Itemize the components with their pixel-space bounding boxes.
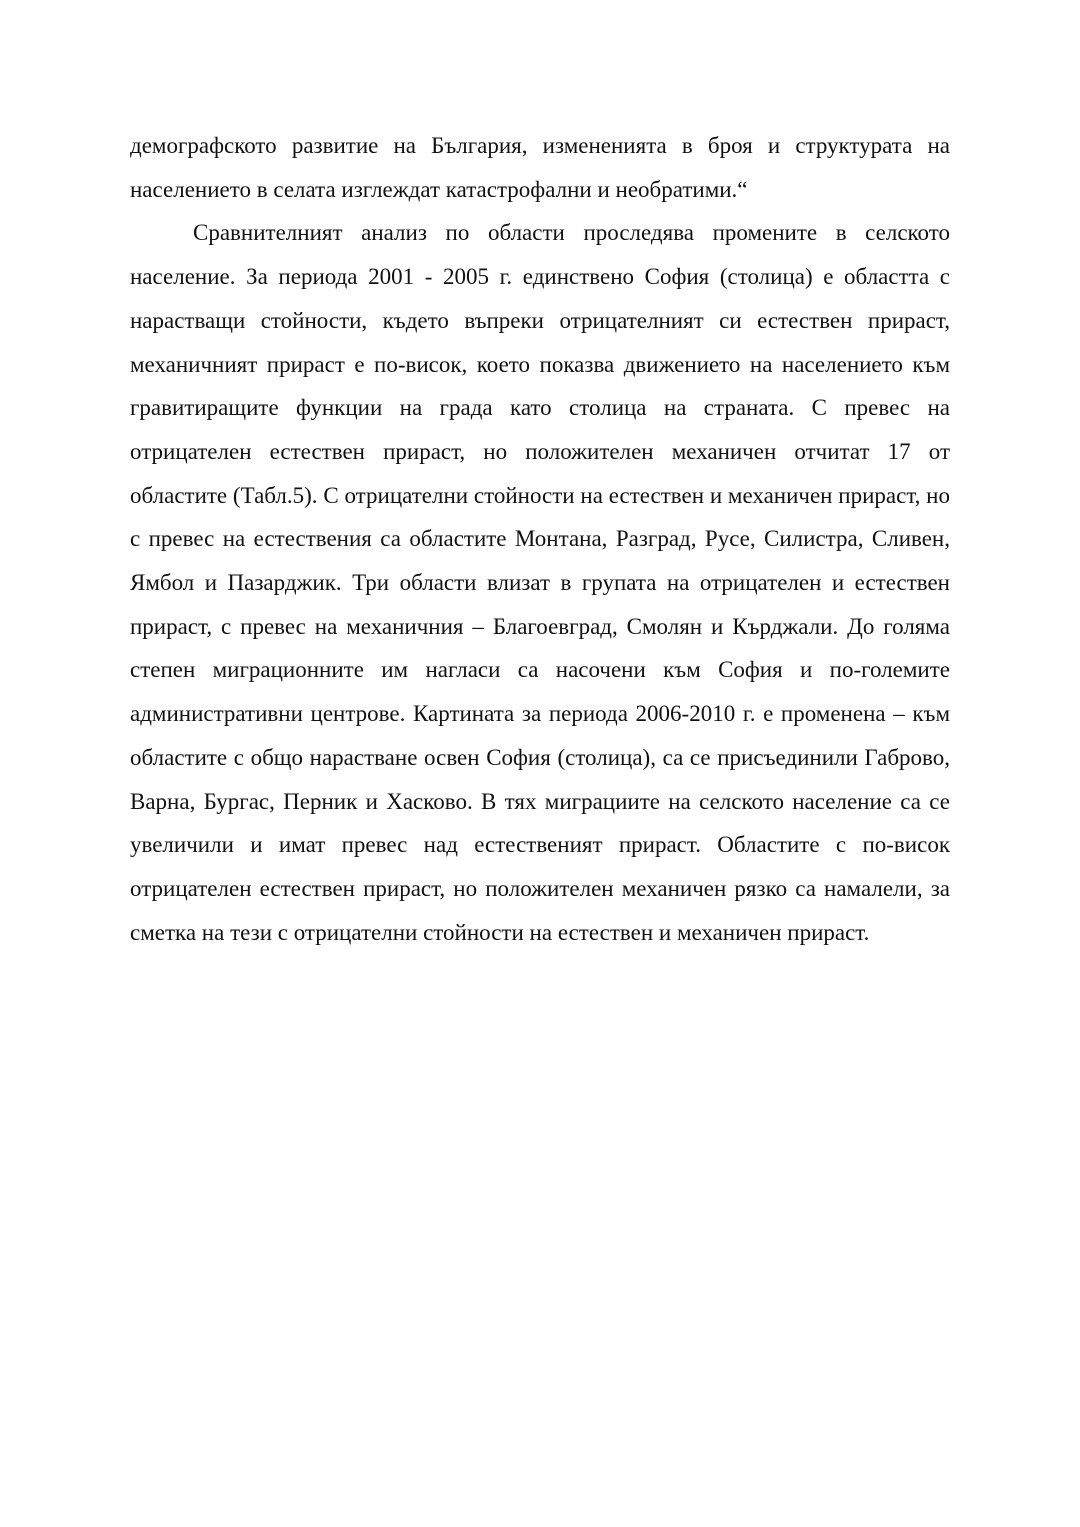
paragraph-comparative-analysis: Сравнителният анализ по области проследява промените в селското население. За периода 2001 - 2005 г. единствено София (столица) е областта с нарастващи стойности, където въпреки отрицателният си естествен прираст, механичният прираст е по-висок, което показва движението на населението към гравитиращите функции на града като столица на страната. С превес на отрицателен естествен прираст, но положителен механичен отчитат 17 от областите (Табл.5). С отрицателни стойности на естествен и механичен прираст, но с превес на естествения са областите Монтана, Разград, Русе, Силистра, Сливен, Ямбол и Пазарджик. Три области влизат в групата на отрицателен и естествен прираст, с превес на механичния – Благоевград, Смолян и Кърджали. До голяма степен миграционните им нагласи са насочени към София и по-големите административни центрове. Картината за периода 2006-2010 г. е променена – към областите с общо нарастване освен София (столица), са се присъединили Габрово, Варна, Бургас, Перник и Хасково. В тях миграциите на селското население са се увеличили и имат превес над естественият прираст. Областите с по-висок отрицателен естествен прираст, но положителен механичен рязко са намалели, за сметка на тези с отрицателни стойности на естествен и механичен прираст.: [130, 220, 950, 945]
paragraph-continuation: демографското развитие на България, измененията в броя и структурата на населението в селата изглеждат катастрофални и необратими.“: [130, 133, 950, 202]
body-text: [130, 124, 950, 954]
